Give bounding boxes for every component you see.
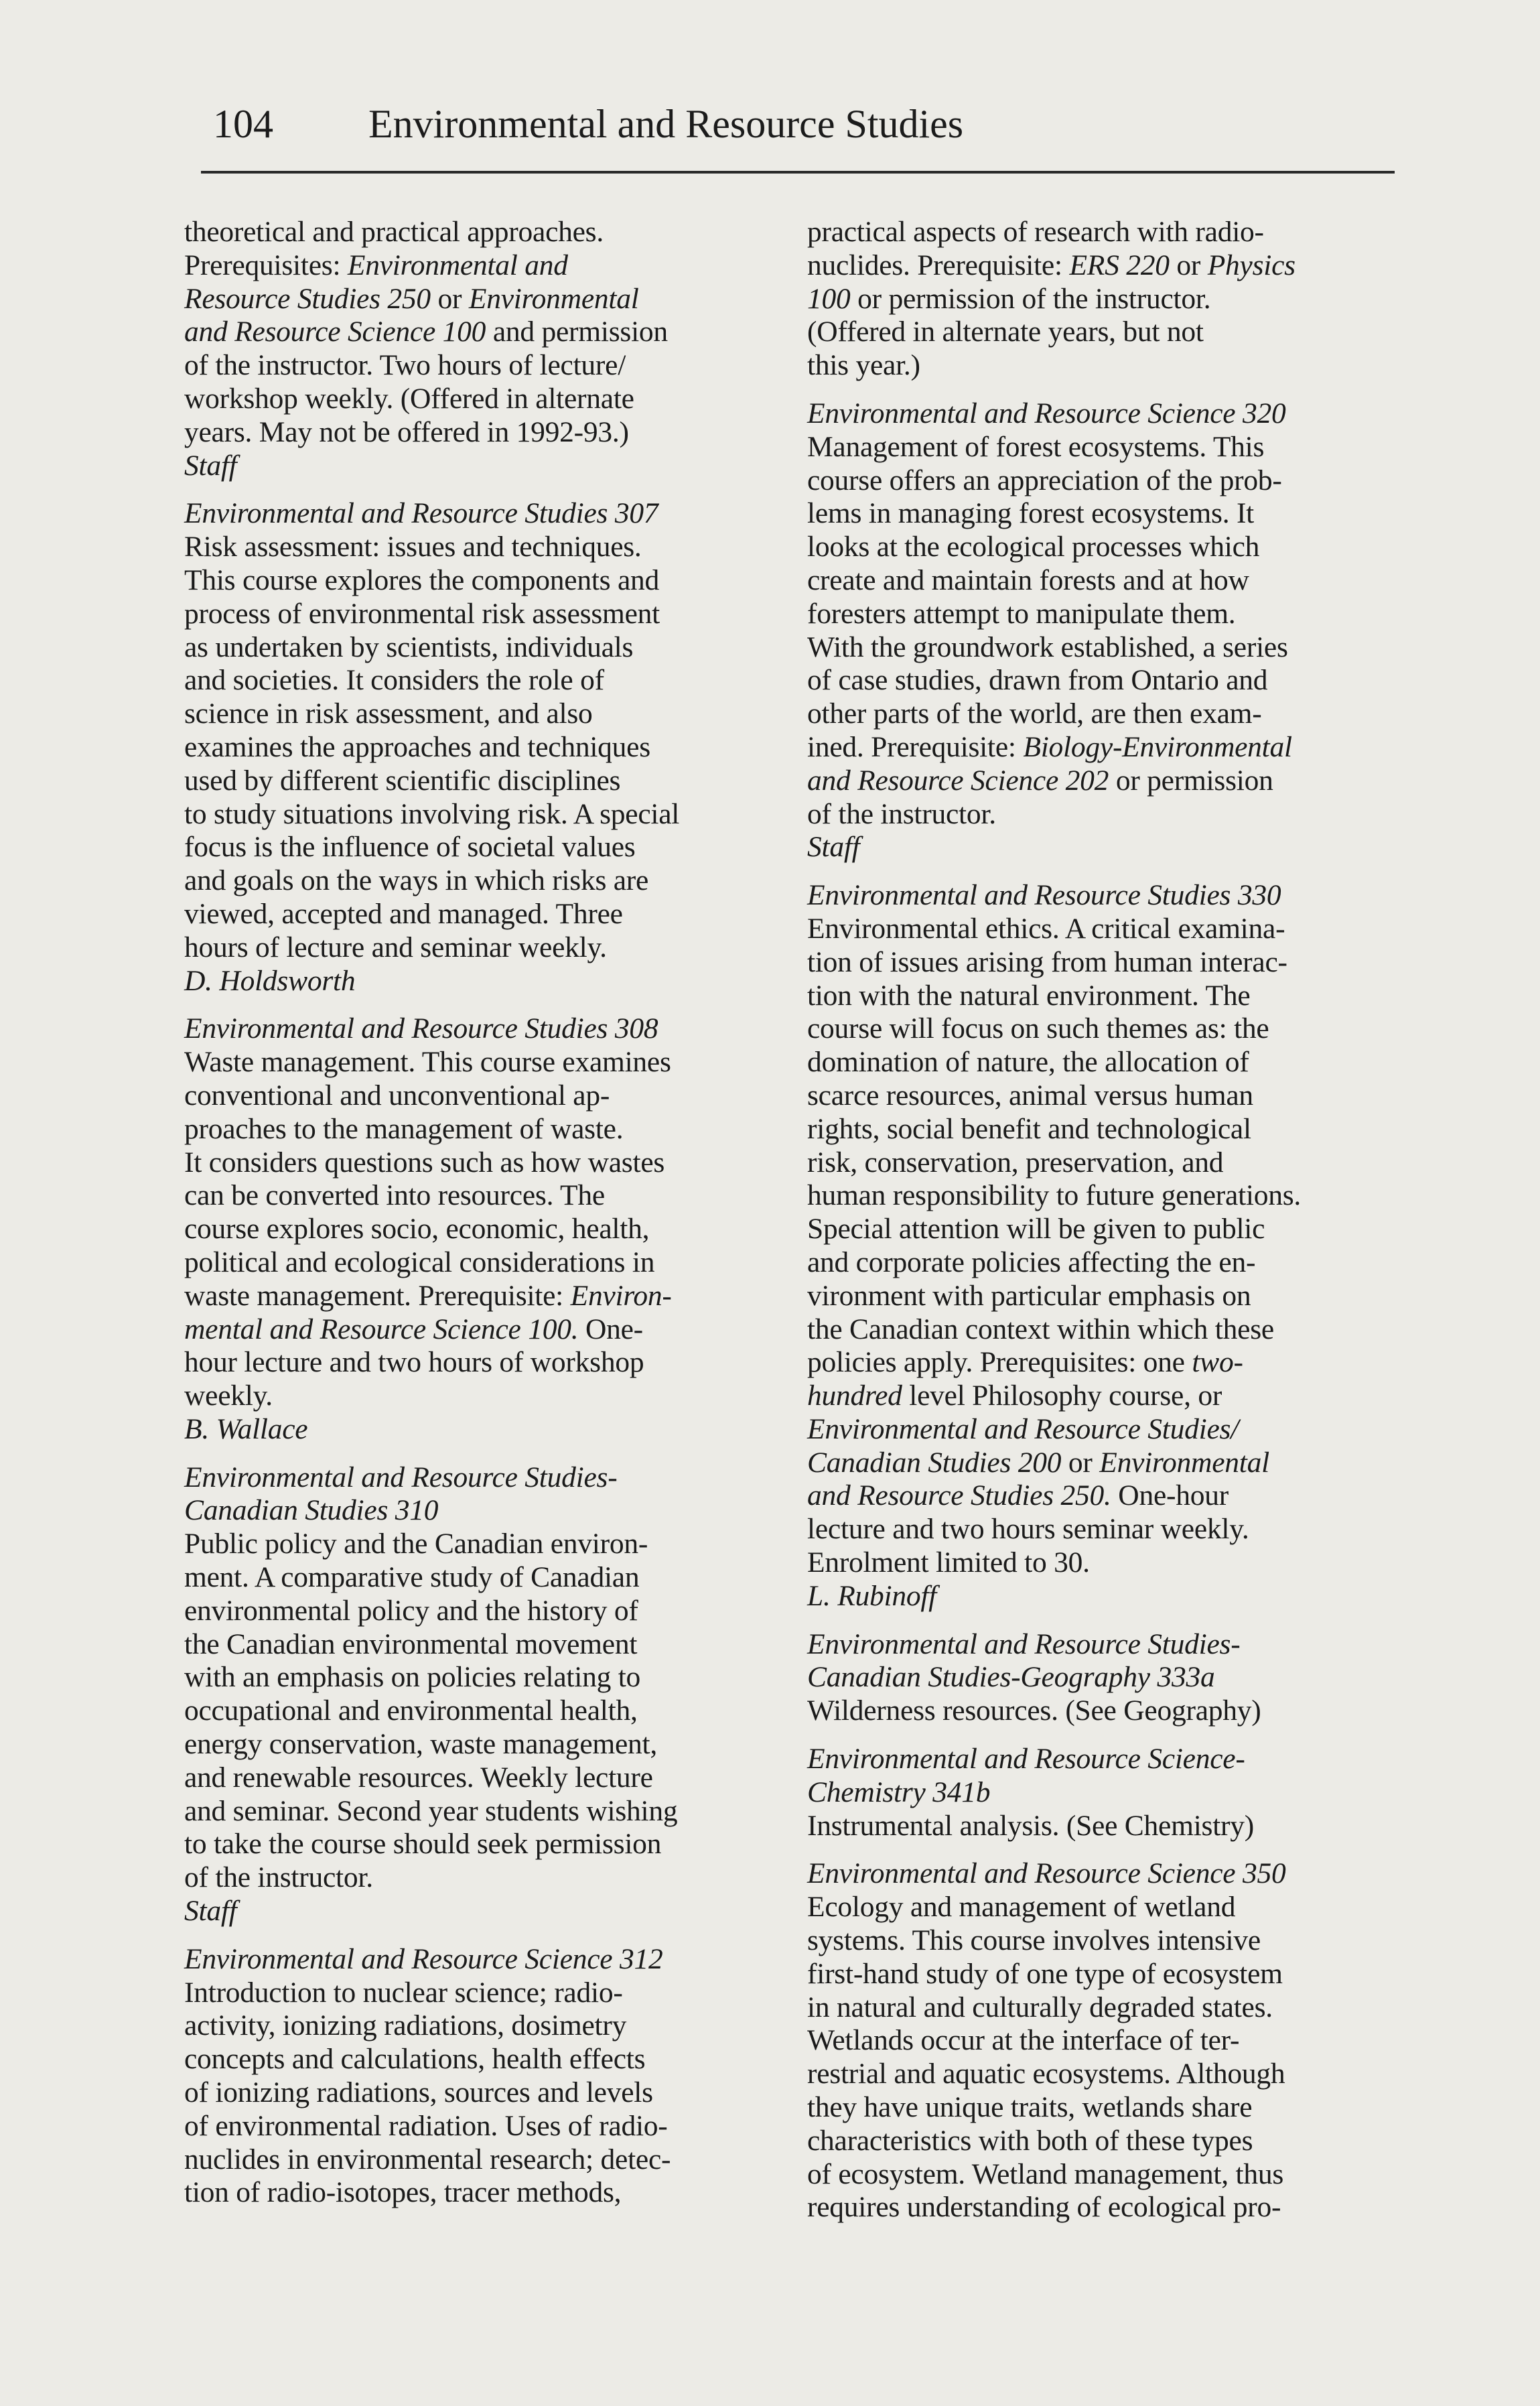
course-text: Instrumental analysis. (See Chemistry)	[807, 1809, 1255, 1842]
course-text-line	[807, 798, 1410, 831]
course-text: this year.)	[807, 349, 920, 382]
course-reference: Physics	[1207, 249, 1296, 281]
course-text-line	[807, 2058, 1410, 2091]
course-text: Introduction to nuclear science; radio-	[184, 1976, 623, 2009]
course-text: and goals on the ways in which risks are	[184, 864, 649, 897]
course-text-line	[807, 531, 1410, 564]
course-text: Prerequisites:	[184, 249, 348, 281]
course-text: Special attention will be given to public	[807, 1213, 1265, 1246]
course-text-line	[807, 283, 1410, 316]
course-entry	[807, 216, 1410, 383]
course-text: process of environmental risk assessment	[184, 597, 660, 630]
course-heading: Environmental and Resource Studies 307	[184, 497, 658, 530]
course-reference: Canadian Studies 200	[807, 1446, 1062, 1479]
course-text-line	[184, 1661, 787, 1694]
course-text: Wetlands occur at the interface of ter-	[807, 2024, 1240, 2057]
course-text: systems. This course involves intensive	[807, 1924, 1261, 1957]
course-text-line	[184, 798, 787, 831]
course-text: and renewable resources. Weekly lecture	[184, 1761, 653, 1794]
course-text: science in risk assessment, and also	[184, 697, 593, 730]
course-entry	[807, 1857, 1410, 2224]
course-reference: ERS 220	[1069, 249, 1170, 281]
course-text-line	[807, 216, 1410, 249]
course-text-line	[807, 1991, 1410, 2025]
course-text: waste management. Prerequisite:	[184, 1279, 571, 1312]
course-text: course offers an appreciation of the prob-	[807, 464, 1282, 496]
course-text: environmental policy and the history of	[184, 1594, 638, 1627]
course-text-line	[184, 1694, 787, 1728]
course-text-line	[184, 1179, 787, 1213]
course-reference: Environmental and	[347, 249, 568, 281]
course-text: nuclides in environmental research; detec-	[184, 2143, 671, 2176]
course-text: used by different scientific disciplines	[184, 764, 621, 797]
course-text: of the instructor.	[807, 797, 996, 830]
course-text: hour lecture and two hours of workshop	[184, 1346, 644, 1379]
header-rule	[201, 171, 1395, 174]
course-heading: Canadian Studies-Geography 333a	[807, 1661, 1215, 1694]
course-heading: Environmental and Resource Science-	[807, 1743, 1245, 1776]
course-text-line	[184, 349, 787, 383]
course-text-line	[807, 1513, 1410, 1546]
course-text: (Offered in alternate years, but not	[807, 316, 1204, 348]
course-text-line	[184, 1628, 787, 1662]
course-entry	[807, 397, 1410, 864]
course-text: policies apply. Prerequisites: one	[807, 1346, 1192, 1379]
course-text-line	[184, 1861, 787, 1895]
course-text-line	[807, 1012, 1410, 1046]
course-heading: Environmental and Resource Studies 330	[807, 879, 1281, 912]
course-text-line	[807, 946, 1410, 980]
course-text-line	[184, 316, 787, 349]
course-entry	[807, 1628, 1410, 1728]
course-reference: Biology-Environmental	[1023, 730, 1292, 763]
course-text-line	[184, 1828, 787, 1861]
left-column	[184, 216, 787, 2224]
course-reference: and Resource Science 202	[807, 764, 1109, 797]
course-text-line	[807, 2158, 1410, 2192]
course-text: or permission of the instructor.	[850, 282, 1211, 315]
course-text-line	[184, 2043, 787, 2076]
course-text: theoretical and practical approaches.	[184, 216, 604, 248]
course-text-line	[807, 1246, 1410, 1280]
course-text-line	[807, 564, 1410, 598]
course-text-line	[807, 497, 1410, 531]
course-text: foresters attempt to manipulate them.	[807, 597, 1236, 630]
course-text-line	[807, 2191, 1410, 2224]
course-text: looks at the ecological processes which	[807, 531, 1260, 563]
course-text: to study situations involving risk. A special	[184, 797, 680, 830]
course-text-line	[184, 697, 787, 731]
course-text: ined. Prerequisite:	[807, 730, 1024, 763]
course-text: occupational and environmental health,	[184, 1694, 638, 1727]
instructor-name: Staff	[184, 1895, 237, 1928]
course-reference: Environ-	[570, 1279, 672, 1312]
course-text: or	[430, 282, 469, 315]
course-text: or permission	[1109, 764, 1273, 797]
course-text: as undertaken by scientists, individuals	[184, 630, 634, 663]
course-entry	[807, 879, 1410, 1613]
course-text-line	[807, 349, 1410, 383]
course-text: requires understanding of ecological pro-	[807, 2191, 1281, 2224]
course-text: other parts of the world, are then exam-	[807, 697, 1262, 730]
course-text-line	[807, 464, 1410, 498]
course-text-line	[807, 1810, 1410, 1843]
course-text-line	[807, 1179, 1410, 1213]
course-text: Waste management. This course examines	[184, 1046, 671, 1079]
course-text-line	[807, 980, 1410, 1013]
course-text: examines the approaches and techniques	[184, 730, 650, 763]
course-text: characteristics with both of these types	[807, 2124, 1253, 2157]
course-text-line	[807, 1479, 1410, 1513]
course-text-line	[807, 1891, 1410, 1924]
course-text: of case studies, drawn from Ontario and	[807, 664, 1268, 697]
course-text: Wilderness resources. (See Geography)	[807, 1694, 1261, 1727]
course-text-line	[184, 731, 787, 764]
course-text: activity, ionizing radiations, dosimetry	[184, 2009, 627, 2042]
course-text-line	[807, 249, 1410, 283]
course-text: nuclides. Prerequisite:	[807, 249, 1070, 281]
instructor-name: Staff	[184, 449, 237, 482]
page-number: 104	[213, 102, 273, 146]
course-text: tion with the natural environment. The	[807, 979, 1251, 1012]
course-text-line	[807, 731, 1410, 764]
course-text-line	[807, 1079, 1410, 1113]
course-text: domination of nature, the allocation of	[807, 1046, 1249, 1079]
course-text: of environmental radiation. Uses of radio-	[184, 2109, 668, 2142]
course-entry	[184, 216, 787, 482]
course-text-line	[184, 216, 787, 249]
running-header	[213, 101, 1392, 147]
course-text-line	[184, 1213, 787, 1246]
course-text-line	[184, 1528, 787, 1561]
course-text-line	[807, 1146, 1410, 1180]
course-text: One-	[578, 1313, 643, 1345]
course-text-line	[184, 2110, 787, 2143]
course-heading: Chemistry 341b	[807, 1776, 991, 1808]
course-text: human responsibility to future generations.	[807, 1179, 1302, 1212]
course-reference: mental and Resource Science 100.	[184, 1313, 579, 1345]
course-text: tion of radio-isotopes, tracer methods,	[184, 2176, 622, 2209]
course-text-line	[184, 2176, 787, 2210]
course-text-line	[184, 564, 787, 598]
course-text-line	[807, 1280, 1410, 1313]
course-text-line	[807, 1958, 1410, 1991]
course-text: lecture and two hours seminar weekly.	[807, 1513, 1249, 1546]
course-text: vironment with particular emphasis on	[807, 1279, 1251, 1312]
course-text: of ecosystem. Wetland management, thus	[807, 2157, 1284, 2190]
course-text-line	[184, 931, 787, 965]
course-text-line	[184, 1561, 787, 1595]
course-text-line	[184, 1246, 787, 1280]
course-text-line	[807, 1447, 1410, 1480]
course-text-line	[184, 283, 787, 316]
course-text-line	[807, 598, 1410, 631]
course-entry	[184, 497, 787, 998]
course-text: and societies. It considers the role of	[184, 664, 604, 697]
course-text-line	[807, 1413, 1410, 1447]
course-text-line	[184, 383, 787, 416]
course-text: or	[1061, 1446, 1100, 1479]
course-text-line	[184, 864, 787, 898]
course-text-line	[184, 1113, 787, 1146]
course-text: One-hour	[1111, 1479, 1229, 1512]
course-heading: Environmental and Resource Studies 308	[184, 1012, 658, 1045]
course-text: practical aspects of research with radio-	[807, 216, 1264, 248]
course-text: proaches to the management of waste.	[184, 1112, 624, 1145]
course-text: course will focus on such themes as: the	[807, 1012, 1269, 1045]
course-entry	[184, 1012, 787, 1446]
course-text: create and maintain forests and at how	[807, 563, 1249, 596]
course-text-line	[807, 664, 1410, 697]
course-heading: Environmental and Resource Science 312	[184, 1942, 663, 1975]
course-text-line	[184, 1146, 787, 1180]
course-text: they have unique traits, wetlands share	[807, 2091, 1253, 2124]
course-reference: 100	[807, 282, 851, 315]
course-text-line	[184, 1977, 787, 2010]
course-text: of the instructor.	[184, 1861, 373, 1894]
course-text-line	[807, 2091, 1410, 2125]
course-text-line	[807, 913, 1410, 946]
course-text: hours of lecture and seminar weekly.	[184, 931, 607, 963]
course-text-line	[807, 1546, 1410, 1580]
course-text-line	[807, 316, 1410, 349]
course-text-line	[807, 697, 1410, 731]
course-entry	[184, 1943, 787, 2210]
course-text: to take the course should seek permission	[184, 1828, 662, 1861]
course-heading: Environmental and Resource Studies-	[184, 1461, 618, 1493]
course-reference: hundred	[807, 1380, 902, 1412]
course-text: years. May not be offered in 1992-93.)	[184, 415, 629, 448]
course-reference: Resource Studies 250	[184, 282, 431, 315]
course-text: ment. A comparative study of Canadian	[184, 1561, 640, 1594]
course-text-line	[184, 831, 787, 864]
course-text-line	[184, 631, 787, 665]
course-text: lems in managing forest ecosystems. It	[807, 497, 1255, 530]
course-text: Public policy and the Canadian environ-	[184, 1528, 648, 1560]
course-text: Ecology and management of wetland	[807, 1891, 1236, 1924]
right-column	[807, 216, 1410, 2239]
course-text: restrial and aquatic ecosystems. Although	[807, 2058, 1285, 2090]
running-title: Environmental and Resource Studies	[368, 102, 964, 146]
course-text-line	[184, 1380, 787, 1413]
course-reference: and Resource Science 100	[184, 316, 486, 348]
course-text-line	[807, 2125, 1410, 2158]
course-text-line	[184, 1280, 787, 1313]
course-text-line	[184, 1313, 787, 1347]
course-text: course explores socio, economic, health,	[184, 1213, 650, 1246]
course-text: conventional and unconventional ap-	[184, 1079, 610, 1112]
course-text-line	[807, 1113, 1410, 1146]
course-text-line	[184, 1728, 787, 1761]
course-text: Risk assessment: issues and techniques.	[184, 531, 642, 563]
course-text: the Canadian environmental movement	[184, 1627, 638, 1660]
course-text: tion of issues arising from human interac-	[807, 945, 1287, 978]
course-text: and seminar. Second year students wishing	[184, 1794, 678, 1827]
course-text-line	[807, 1046, 1410, 1079]
course-text: This course explores the components and	[184, 563, 660, 596]
course-text: Environmental ethics. A critical examina-	[807, 912, 1285, 945]
course-text: and permission	[486, 316, 668, 348]
course-text-line	[184, 2143, 787, 2177]
course-text: Enrolment limited to 30.	[807, 1546, 1090, 1579]
course-entry	[807, 1743, 1410, 1843]
course-text: risk, conservation, preservation, and	[807, 1146, 1224, 1179]
course-text-line	[184, 1046, 787, 1079]
course-text-line	[184, 2076, 787, 2110]
course-text-line	[807, 1313, 1410, 1347]
course-text: focus is the influence of societal values	[184, 831, 636, 864]
course-text-line	[807, 631, 1410, 665]
course-text-line	[184, 249, 787, 283]
course-text: in natural and culturally degraded states.	[807, 1991, 1273, 2023]
course-text-line	[184, 1346, 787, 1380]
course-text-line	[807, 1380, 1410, 1413]
instructor-name: B. Wallace	[184, 1412, 308, 1445]
course-heading: Environmental and Resource Science 350	[807, 1857, 1286, 1890]
course-text-line	[184, 898, 787, 931]
instructor-name: Staff	[807, 831, 860, 864]
course-text-line	[184, 1795, 787, 1828]
course-text: concepts and calculations, health effects	[184, 2043, 646, 2076]
course-text-line	[807, 1694, 1410, 1728]
course-text-line	[184, 1761, 787, 1795]
course-heading: Canadian Studies 310	[184, 1494, 439, 1527]
course-text-line	[807, 2024, 1410, 2058]
course-reference: Environmental and Resource Studies/	[807, 1412, 1239, 1445]
course-text-line	[184, 2009, 787, 2043]
course-text: It considers questions such as how wastes	[184, 1146, 665, 1179]
course-text-line	[807, 431, 1410, 464]
course-text: workshop weekly. (Offered in alternate	[184, 382, 634, 415]
course-text: can be converted into resources. The	[184, 1179, 605, 1212]
course-text: Management of forest ecosystems. This	[807, 430, 1265, 463]
course-text-line	[807, 1924, 1410, 1958]
course-text-line	[807, 764, 1410, 798]
course-text: rights, social benefit and technological	[807, 1112, 1251, 1145]
course-text-line	[807, 1346, 1410, 1380]
course-entry	[184, 1461, 787, 1928]
course-text-line	[184, 664, 787, 697]
course-heading: Environmental and Resource Studies-	[807, 1627, 1241, 1660]
course-text-line	[184, 416, 787, 450]
course-text: first-hand study of one type of ecosystem	[807, 1957, 1283, 1990]
course-text-line	[184, 1079, 787, 1113]
instructor-name: D. Holdsworth	[184, 964, 356, 997]
course-reference: Environmental	[1099, 1446, 1269, 1479]
course-text-line	[184, 764, 787, 798]
course-text: With the groundwork established, a series	[807, 630, 1288, 663]
course-reference: and Resource Studies 250.	[807, 1479, 1111, 1512]
course-reference: two-	[1192, 1346, 1243, 1379]
course-text: scarce resources, animal versus human	[807, 1079, 1253, 1112]
course-text: of the instructor. Two hours of lecture/	[184, 349, 626, 382]
course-text: or	[1169, 249, 1208, 281]
course-text: level Philosophy course, or	[902, 1380, 1222, 1412]
course-text: energy conservation, waste management,	[184, 1728, 657, 1761]
course-text-line	[184, 531, 787, 564]
course-text: and corporate policies affecting the en-	[807, 1246, 1256, 1278]
course-text: of ionizing radiations, sources and levels	[184, 2076, 653, 2109]
course-heading: Environmental and Resource Science 320	[807, 397, 1286, 429]
course-text-line	[184, 1595, 787, 1628]
course-text: viewed, accepted and managed. Three	[184, 897, 623, 930]
course-text-line	[184, 598, 787, 631]
instructor-name: L. Rubinoff	[807, 1579, 937, 1612]
course-text: with an emphasis on policies relating to	[184, 1661, 641, 1694]
course-text: weekly.	[184, 1380, 273, 1412]
course-text-line	[807, 1213, 1410, 1246]
course-text: the Canadian context within which these	[807, 1313, 1274, 1345]
course-text: political and ecological considerations in	[184, 1246, 655, 1278]
course-reference: Environmental	[468, 282, 639, 315]
